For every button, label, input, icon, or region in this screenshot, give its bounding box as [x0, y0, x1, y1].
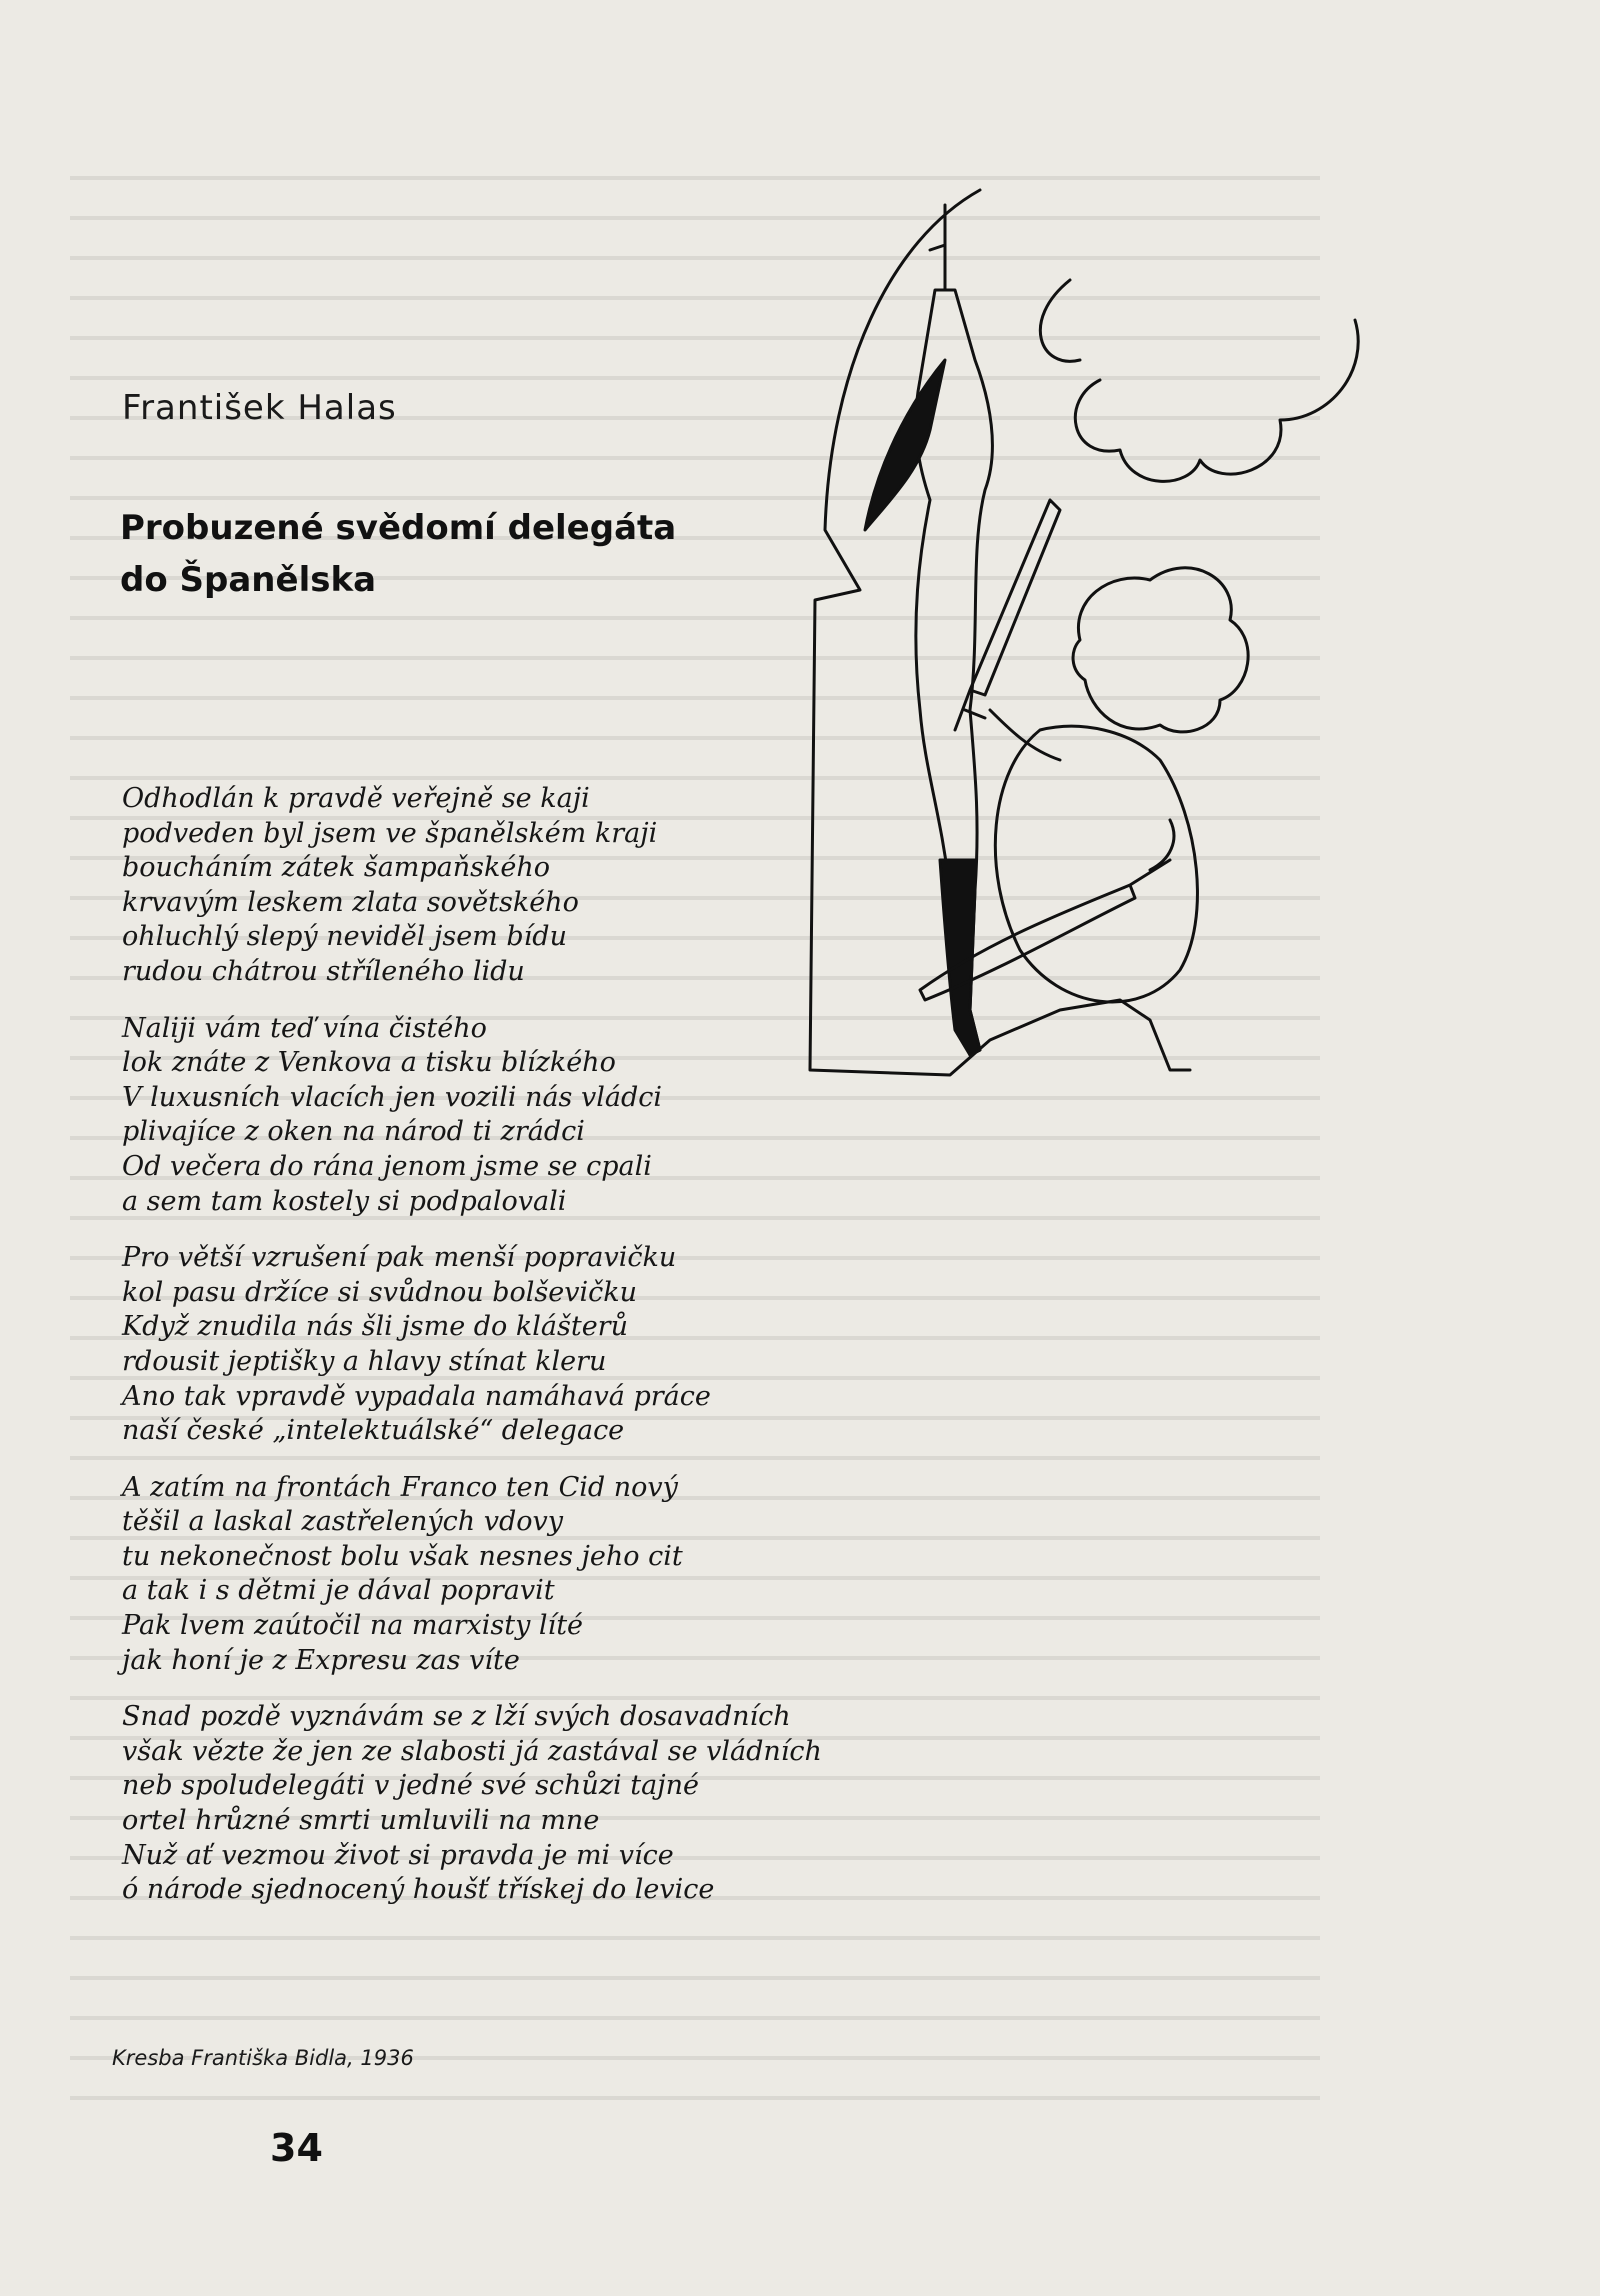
poem-line: ó národe sjednocený houšť třískej do levice: [122, 1874, 715, 1906]
poem-line: Odhodlán k pravdě veřejně se kaji: [122, 783, 590, 814]
poem-stanza: [122, 1471, 982, 1679]
illustration-caption: Kresba Františka Bidla, 1936: [112, 2046, 414, 2070]
poem-stanza: [122, 1700, 982, 1908]
poem-line: Pak lvem zaútočil na marxisty líté: [122, 1610, 584, 1642]
poem-line: plivajíce z oken na národ ti zrádci: [122, 1116, 585, 1148]
poem-title-line: do Španělska: [120, 560, 377, 600]
poem-line: V luxusních vlacích jen vozili nás vládci: [122, 1081, 663, 1113]
poem-stanza: [122, 1241, 982, 1449]
poem-title-line: Probuzené svědomí delegáta: [120, 508, 677, 548]
poem-line: však vězte že jen ze slabosti já zastával se vládních: [122, 1735, 822, 1767]
hair-shape: [865, 360, 945, 530]
poem-line: naší české „intelektuálské“ delegace: [122, 1415, 625, 1447]
poem-line: těšil a laskal zastřelených vdovy: [122, 1506, 564, 1538]
poem-line: kol pasu držíce si svůdnou bolševičku: [122, 1276, 638, 1308]
poem-line: a tak i s dětmi je dával popravit: [122, 1575, 555, 1607]
poem-line: neb spoludelegáti v jedné své schůzi tajné: [122, 1770, 699, 1802]
poem-line: Od večera do rána jenom jsme se cpali: [122, 1150, 652, 1182]
poem-line: ortel hrůzné smrti umluvili na mne: [122, 1805, 600, 1837]
executioner-arm: [990, 710, 1174, 870]
author-name: František Halas: [122, 388, 397, 428]
poem-line: krvavým leskem zlata sovětského: [122, 886, 579, 918]
poem-line: rdousit jeptišky a hlavy stínat kleru: [122, 1345, 607, 1377]
poem-line: Pro větší vzrušení pak menší popravičku: [122, 1242, 677, 1274]
poem-line: rudou chátrou stříleného lidu: [122, 955, 525, 987]
poem-line: Naliji vám teď vína čistého: [122, 1012, 487, 1044]
poem-line: podveden byl jsem ve španělském kraji: [122, 817, 658, 849]
poem-line: tu nekonečnost bolu však nesnes jeho cit: [122, 1540, 683, 1572]
poem-line: A zatím na frontách Franco ten Cid nový: [122, 1471, 678, 1503]
executioner-body: [995, 726, 1197, 1002]
poem-line: jak honí je z Expresu zas víte: [122, 1644, 520, 1676]
poem-line: ohluchlý slepý neviděl jsem bídu: [122, 921, 567, 953]
cloud-shape: [1040, 280, 1358, 481]
poem-title: [120, 502, 740, 606]
poem-line: Snad pozdě vyznávám se z lží svých dosavadních: [122, 1701, 791, 1733]
poem-line: Ano tak vpravdě vypadala namáhavá práce: [122, 1380, 711, 1412]
page-number: 34: [270, 2126, 323, 2170]
poem-line: a sem tam kostely si podpalovali: [122, 1185, 567, 1217]
poem-line: lok znáte z Venkova a tisku blízkého: [122, 1047, 616, 1079]
caricature-illustration: [770, 170, 1390, 1090]
poem-line: Když znudila nás šli jsme do klášterů: [122, 1311, 628, 1343]
poem-line: boucháním zátek šampaňského: [122, 852, 551, 884]
executioner-head: [1073, 568, 1248, 732]
poem-line: Nuž ať vezmou život si pravda je mi více: [122, 1839, 674, 1871]
